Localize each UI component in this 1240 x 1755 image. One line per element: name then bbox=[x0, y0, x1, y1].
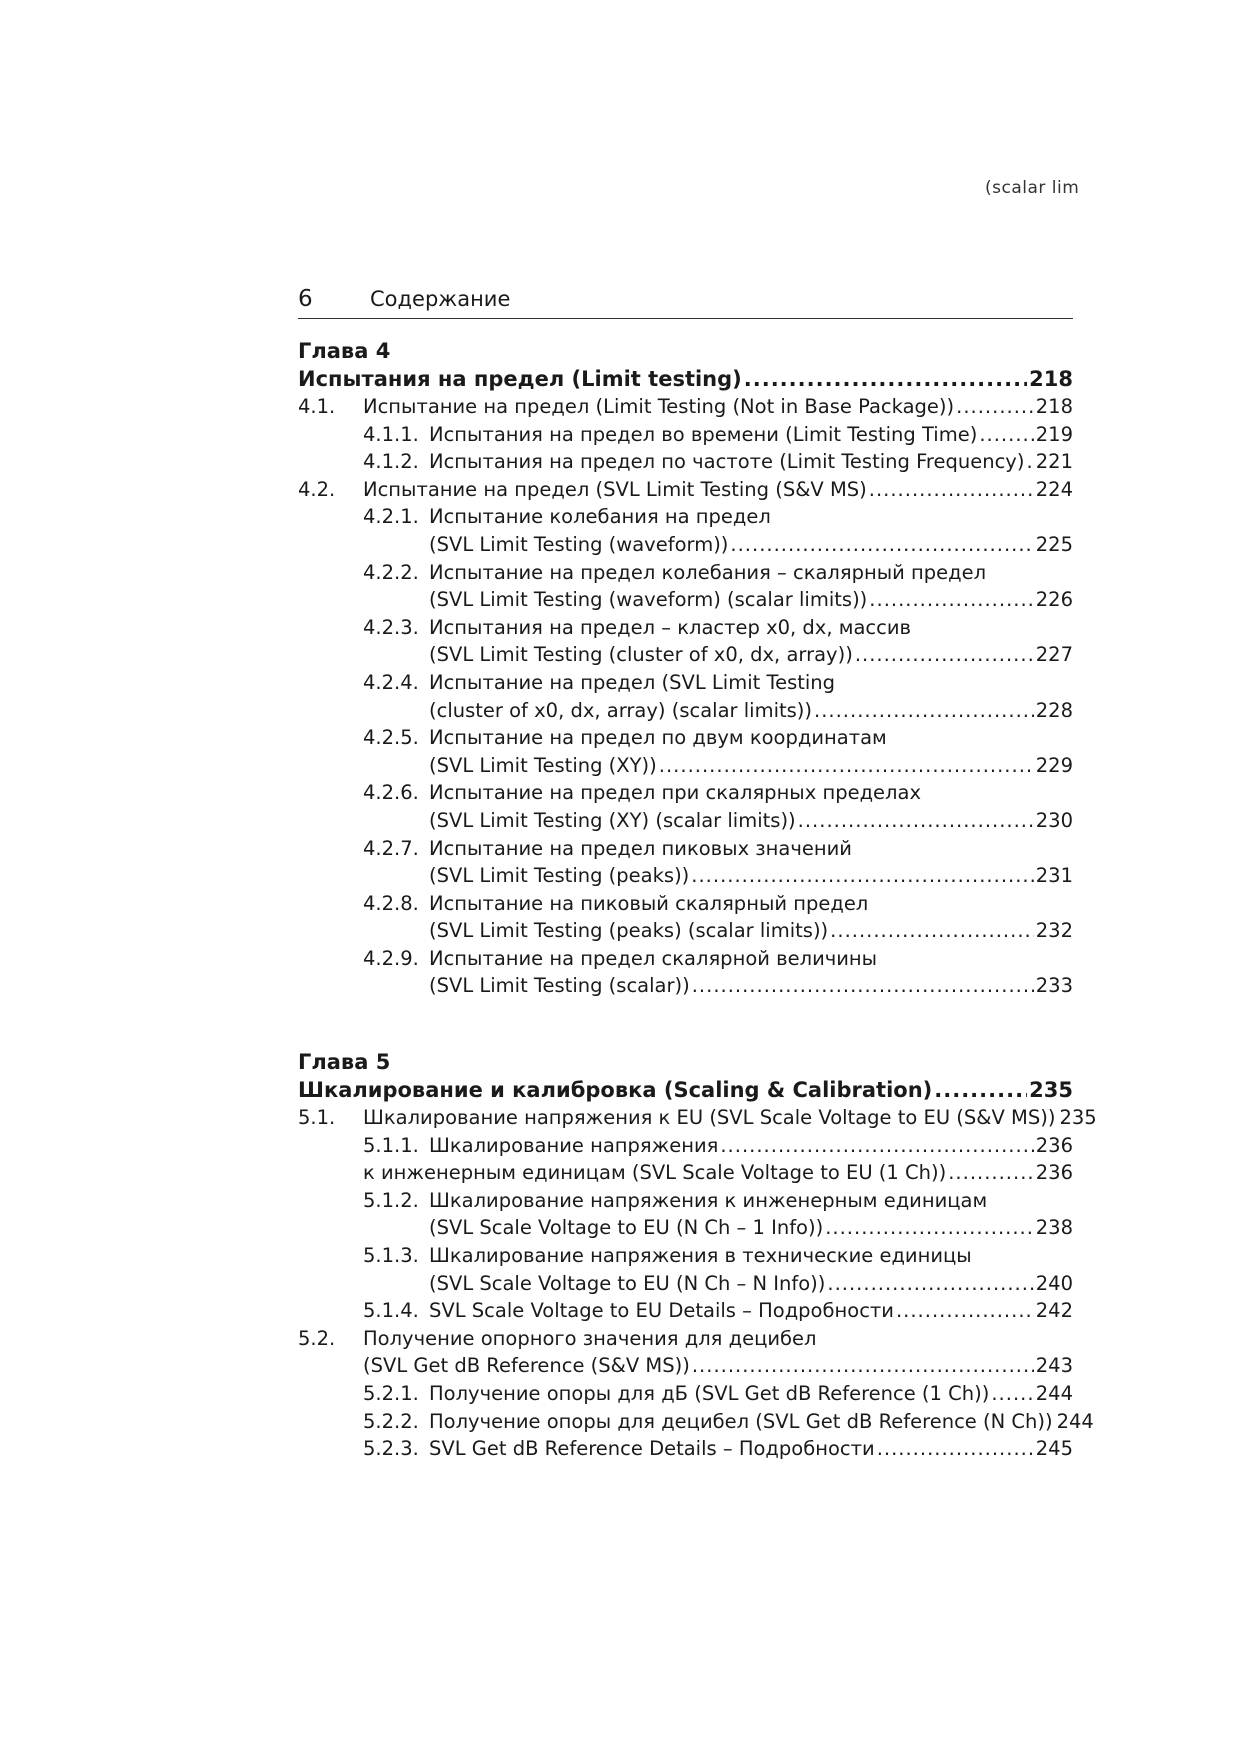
entry-title: Испытание на предел (SVL Limit Testing (S&V MS) bbox=[363, 477, 867, 501]
toc-entry-line bbox=[298, 752, 1073, 780]
entry-title: (SVL Limit Testing (peaks) (scalar limits)) bbox=[429, 919, 829, 943]
toc-entry-line bbox=[298, 1104, 1097, 1132]
entry-title: (SVL Limit Testing (XY) (scalar limits)) bbox=[429, 808, 796, 832]
entry-title: (SVL Limit Testing (XY)) bbox=[429, 753, 657, 777]
toc-entry-line bbox=[298, 1352, 1073, 1380]
toc-entry-line bbox=[298, 1214, 1073, 1242]
entry-page-number: 245 bbox=[1035, 1437, 1073, 1461]
entry-title: Шкалирование напряжения в технические единицы bbox=[429, 1244, 972, 1268]
entry-number: 5.1. bbox=[298, 1106, 336, 1130]
entry-number: 4.2.2. bbox=[363, 560, 419, 584]
toc-entry-line bbox=[298, 890, 1073, 918]
entry-title: (SVL Limit Testing (peaks)) bbox=[429, 864, 690, 888]
toc-entry-line bbox=[298, 697, 1073, 725]
toc-entry-line bbox=[298, 586, 1073, 614]
running-head bbox=[298, 286, 1073, 319]
toc-entry-line bbox=[298, 476, 1073, 504]
toc-entry-line bbox=[298, 393, 1073, 421]
entry-title: (cluster of x0, dx, array) (scalar limits)) bbox=[429, 698, 813, 722]
entry-title: Испытание на предел скалярной величины bbox=[429, 946, 878, 970]
dot-leader bbox=[744, 365, 1027, 393]
entry-title: Шкалирование напряжения bbox=[429, 1133, 719, 1157]
chapter-label: Глава 5 bbox=[298, 1050, 391, 1075]
toc-entry-line bbox=[298, 669, 1073, 697]
entry-page-number: 230 bbox=[1035, 808, 1073, 832]
entry-title: Шкалирование напряжения к EU (SVL Scale Voltage to EU (S&V MS)) bbox=[363, 1106, 1056, 1130]
entry-title: (SVL Limit Testing (cluster of x0, dx, array)) bbox=[429, 643, 853, 667]
entry-title: Шкалирование напряжения к инженерным единицам bbox=[429, 1188, 988, 1212]
toc-entry-line bbox=[298, 1242, 1073, 1270]
entry-number: 4.2. bbox=[298, 477, 336, 501]
dot-leader bbox=[855, 641, 1034, 669]
toc-entry-line bbox=[298, 503, 1073, 531]
entry-page-number: 238 bbox=[1035, 1216, 1073, 1240]
entry-title: SVL Get dB Reference Details – Подробности bbox=[429, 1437, 875, 1461]
dot-leader bbox=[934, 1076, 1027, 1104]
entry-page-number: 240 bbox=[1035, 1271, 1073, 1295]
entry-title: Испытание на предел колебания – скалярный предел bbox=[429, 560, 987, 584]
chapter-gap bbox=[298, 1000, 1073, 1048]
toc-entry-line bbox=[298, 1187, 1073, 1215]
chapter-title bbox=[298, 365, 1073, 393]
entry-page-number: 226 bbox=[1035, 588, 1073, 612]
toc-entry-line bbox=[298, 862, 1073, 890]
entry-page-number: 219 bbox=[1035, 422, 1073, 446]
toc-entry-line bbox=[298, 835, 1073, 863]
table-of-contents bbox=[298, 337, 1097, 1463]
dot-leader bbox=[692, 1352, 1034, 1380]
toc-entry-line bbox=[298, 917, 1073, 945]
toc-entry-line bbox=[298, 1270, 1073, 1298]
entry-title: (SVL Get dB Reference (S&V MS)) bbox=[363, 1354, 690, 1378]
entry-page-number: 236 bbox=[1035, 1161, 1073, 1185]
toc-entry-line bbox=[298, 807, 1073, 835]
dot-leader bbox=[1026, 448, 1033, 476]
entry-page-number: 224 bbox=[1035, 477, 1073, 501]
dot-leader bbox=[659, 752, 1034, 780]
toc-entry-line bbox=[298, 1435, 1073, 1463]
entry-number: 4.2.5. bbox=[363, 726, 419, 750]
toc-entry-line bbox=[298, 531, 1073, 559]
page-number: 6 bbox=[298, 286, 313, 312]
entry-title: Испытание на предел при скалярных пределах bbox=[429, 781, 922, 805]
chapter-title bbox=[298, 1076, 1073, 1104]
toc-entry-line bbox=[298, 641, 1073, 669]
toc-entry-line bbox=[298, 559, 1073, 587]
entry-page-number: 243 bbox=[1035, 1354, 1073, 1378]
entry-title: Получение опоры для дБ (SVL Get dB Reference (1 Ch)) bbox=[429, 1382, 990, 1405]
entry-page-number: 218 bbox=[1035, 395, 1073, 418]
entry-title: (SVL Scale Voltage to EU (N Ch – 1 Info)) bbox=[429, 1216, 824, 1240]
dot-leader bbox=[979, 421, 1033, 449]
entry-title: Испытание колебания на предел bbox=[429, 505, 771, 529]
entry-title: Испытание на пиковый скалярный предел bbox=[429, 891, 869, 915]
toc-entry-line bbox=[298, 1325, 1073, 1353]
entry-page-number: 228 bbox=[1035, 698, 1073, 722]
dot-leader bbox=[692, 972, 1034, 1000]
chapter-title-text: Испытания на предел (Limit testing) bbox=[298, 367, 742, 391]
dot-leader bbox=[869, 586, 1033, 614]
dot-leader bbox=[869, 476, 1034, 504]
dot-leader bbox=[896, 1297, 1034, 1325]
entry-title: Испытания на предел по частоте (Limit Testing Frequency) bbox=[429, 450, 1025, 474]
entry-title: к инженерным единицам (SVL Scale Voltage to EU (1 Ch)) bbox=[363, 1161, 947, 1185]
entry-page-number: 233 bbox=[1035, 974, 1073, 998]
chapter-label: Глава 4 bbox=[298, 339, 391, 363]
entry-title: Испытания на предел во времени (Limit Testing Time) bbox=[429, 422, 978, 446]
toc-entry-line bbox=[298, 1297, 1073, 1325]
entry-title: Испытание на предел (SVL Limit Testing bbox=[429, 670, 836, 694]
dot-leader bbox=[948, 1159, 1034, 1187]
entry-number: 4.2.3. bbox=[363, 615, 419, 639]
entry-number: 5.1.2. bbox=[363, 1188, 419, 1212]
entry-page-number: 235 bbox=[1059, 1106, 1097, 1130]
entry-number: 5.2. bbox=[298, 1326, 336, 1350]
running-title: Содержание bbox=[370, 287, 511, 311]
entry-title: (SVL Limit Testing (waveform)) bbox=[429, 532, 729, 556]
entry-number: 4.1.1. bbox=[363, 422, 419, 446]
entry-number: 4.2.9. bbox=[363, 946, 419, 970]
toc-entry-line bbox=[298, 448, 1073, 476]
toc-entry-line bbox=[298, 1159, 1073, 1187]
chapter-title-text: Шкалирование и калибровка (Scaling & Calibration) bbox=[298, 1078, 933, 1103]
dot-leader bbox=[956, 393, 1034, 421]
entry-page-number: 236 bbox=[1035, 1133, 1073, 1157]
entry-number: 5.1.4. bbox=[363, 1299, 419, 1323]
entry-page-number: 229 bbox=[1035, 753, 1073, 777]
dot-leader bbox=[798, 807, 1034, 835]
entry-number: 4.2.1. bbox=[363, 505, 419, 529]
toc-page bbox=[298, 286, 1097, 1463]
toc-entry-line bbox=[298, 1132, 1073, 1160]
entry-page-number: 232 bbox=[1035, 919, 1073, 943]
entry-page-number: 244 bbox=[1056, 1409, 1094, 1433]
toc-entry-line bbox=[298, 724, 1073, 752]
dot-leader bbox=[691, 862, 1033, 890]
dot-leader bbox=[827, 1270, 1033, 1298]
entry-number: 5.2.1. bbox=[363, 1382, 419, 1405]
entry-page-number: 244 bbox=[1035, 1382, 1073, 1405]
toc-entry-line bbox=[298, 614, 1073, 642]
toc-entry-line bbox=[298, 945, 1073, 973]
entry-number: 4.2.8. bbox=[363, 891, 419, 915]
entry-title: Испытание на предел (Limit Testing (Not in Base Package)) bbox=[363, 395, 955, 418]
entry-title: Получение опорного значения для децибел bbox=[363, 1326, 817, 1350]
entry-title: Испытания на предел – кластер x0, dx, массив bbox=[429, 615, 911, 639]
dot-leader bbox=[720, 1132, 1033, 1160]
entry-title: (SVL Limit Testing (scalar)) bbox=[429, 974, 690, 998]
dot-leader bbox=[830, 917, 1034, 945]
toc-entry-line bbox=[298, 779, 1073, 807]
dot-leader bbox=[730, 531, 1033, 559]
entry-title: (SVL Scale Voltage to EU (N Ch – N Info)) bbox=[429, 1271, 826, 1295]
chapter-page-number: 218 bbox=[1029, 367, 1073, 391]
toc-entry-line bbox=[298, 1408, 1094, 1436]
entry-title: Испытание на предел пиковых значений bbox=[429, 836, 852, 860]
entry-number: 4.1.2. bbox=[363, 450, 419, 474]
entry-title: SVL Scale Voltage to EU Details – Подробности bbox=[429, 1299, 894, 1323]
entry-number: 4.2.4. bbox=[363, 670, 419, 694]
dot-leader bbox=[825, 1214, 1034, 1242]
toc-entry-line bbox=[298, 1380, 1073, 1408]
entry-number: 4.2.7. bbox=[363, 836, 419, 860]
entry-number: 4.1. bbox=[298, 395, 336, 418]
toc-entry-line bbox=[298, 972, 1073, 1000]
entry-page-number: 242 bbox=[1035, 1299, 1073, 1323]
entry-number: 5.1.1. bbox=[363, 1133, 419, 1157]
corner-fragment: (scalar lim bbox=[985, 178, 1080, 198]
dot-leader bbox=[814, 697, 1034, 725]
entry-title: Получение опоры для децибел (SVL Get dB Reference (N Ch)) bbox=[429, 1409, 1053, 1433]
entry-title: Испытание на предел по двум координатам bbox=[429, 726, 887, 750]
toc-entry-line bbox=[298, 421, 1073, 449]
entry-number: 5.1.3. bbox=[363, 1244, 419, 1268]
entry-page-number: 221 bbox=[1035, 450, 1073, 474]
entry-title: (SVL Limit Testing (waveform) (scalar limits)) bbox=[429, 588, 868, 612]
entry-number: 5.2.2. bbox=[363, 1409, 419, 1433]
entry-number: 5.2.3. bbox=[363, 1437, 419, 1461]
entry-page-number: 227 bbox=[1035, 643, 1073, 667]
entry-page-number: 231 bbox=[1035, 864, 1073, 888]
chapter-page-number: 235 bbox=[1029, 1078, 1073, 1103]
entry-page-number: 225 bbox=[1035, 532, 1073, 556]
dot-leader bbox=[991, 1380, 1033, 1408]
entry-number: 4.2.6. bbox=[363, 781, 419, 805]
dot-leader bbox=[877, 1435, 1034, 1463]
